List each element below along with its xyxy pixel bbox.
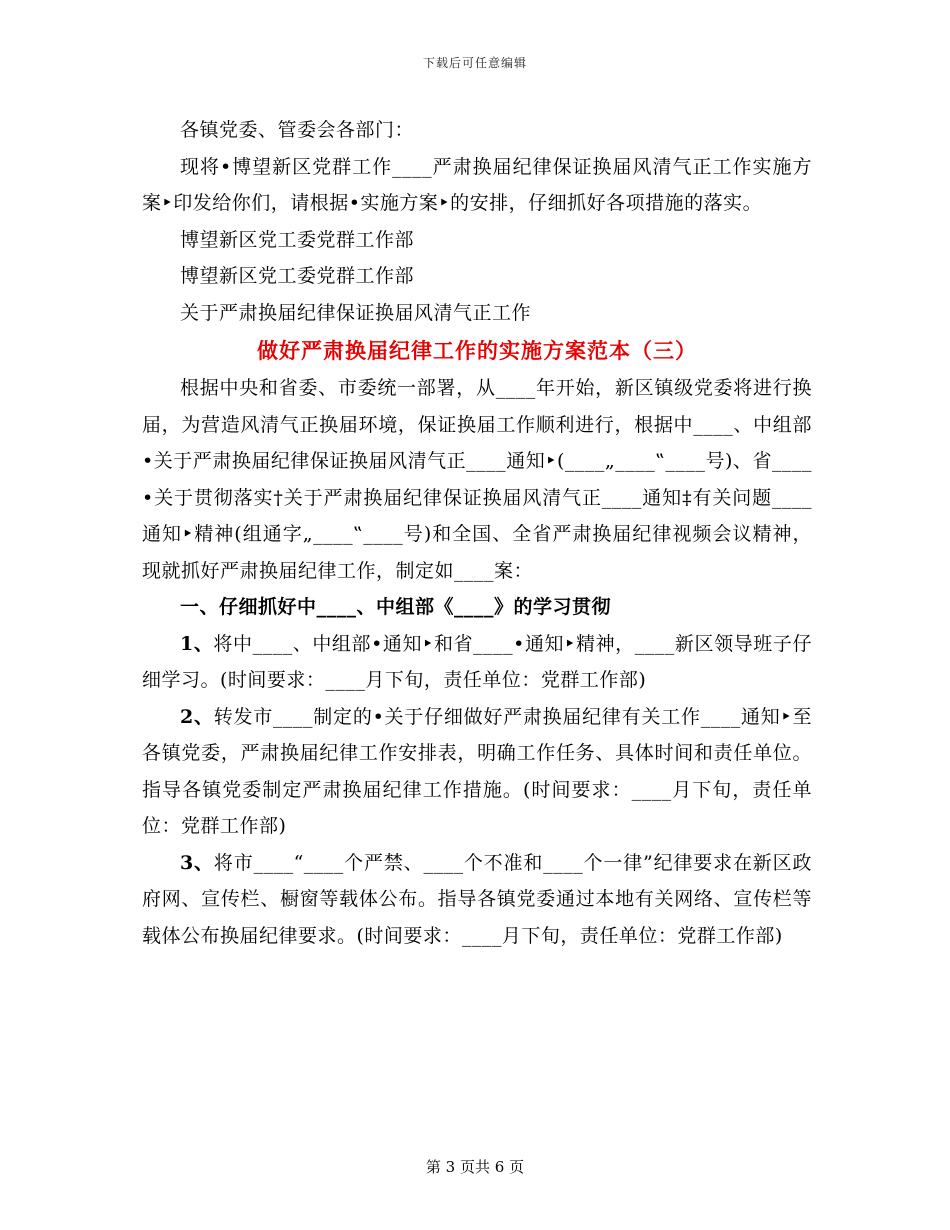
list-item xyxy=(142,699,812,845)
item-number: 1、 xyxy=(180,632,214,655)
item-text: 转发市____制定的•关于仔细做好严肃换届纪律有关工作____通知‣至各镇党委，严肃换届纪律工作安排表，明确工作任务、具体时间和责任单位。指导各镇党委制定严肃换届纪律工作措施。(时间要求：____月下旬，责任单位：党群工作部) xyxy=(142,705,812,837)
notice-body: 现将•博望新区党群工作____严肃换届纪律保证换届风清气正工作实施方案‣印发给你们，请根据•实施方案‣的安排，仔细抓好各项措施的落实。 xyxy=(142,155,812,214)
notice-signature: 博望新区党工委党群工作部 xyxy=(180,228,415,251)
notice-salutation: 各镇党委、管委会各部门： xyxy=(180,119,415,141)
list-item xyxy=(142,626,812,699)
intro-paragraph: 根据中央和省委、市委统一部署，从____年开始，新区镇级党委将进行换届，为营造风清气正换届环境，保证换届工作顺利进行，根据中____、中组部•关于严肃换届纪律保证换届风清气正____通知‣(____„____‟____号)、省____•关于贯彻落实†关于严肃换届纪律保证换届风清气正____通知‡有关问题____通知‣精神(组通字„____‟____号)和全国、全省严肃换届纪律视频会议精神，现就抓好严肃换届纪律工作，制定如____案： xyxy=(142,377,812,582)
notice-signature: 博望新区党工委党群工作部 xyxy=(180,265,415,287)
item-number: 2、 xyxy=(180,705,214,728)
section-heading: 一、仔细抓好中____、中组部《____》的学习贯彻 xyxy=(180,596,612,618)
page-header-note: 下载后可任意编辑 xyxy=(422,56,527,70)
page-footer: 第 3 页共 6 页 xyxy=(425,1158,525,1176)
list-item xyxy=(142,845,812,955)
item-text: 将中____、中组部•通知‣和省____•通知‣精神，____新区领导班子仔细学习。(时间要求：____月下旬，责任单位：党群工作部) xyxy=(142,632,812,691)
document-body xyxy=(142,112,812,954)
document-title: 做好严肃换届纪律工作的实施方案范本（三） xyxy=(257,338,697,363)
item-text: 将市____“____个严禁、____个不准和____个一律”纪律要求在新区政府网、宣传栏、橱窗等载体公布。指导各镇党委通过本地有关网络、宣传栏等载体公布换届纪律要求。(时间要求：____月下旬，责任单位：党群工作部) xyxy=(142,851,812,947)
notice-subject: 关于严肃换届纪律保证换届风清气正工作 xyxy=(180,301,532,324)
item-number: 3、 xyxy=(180,851,214,874)
